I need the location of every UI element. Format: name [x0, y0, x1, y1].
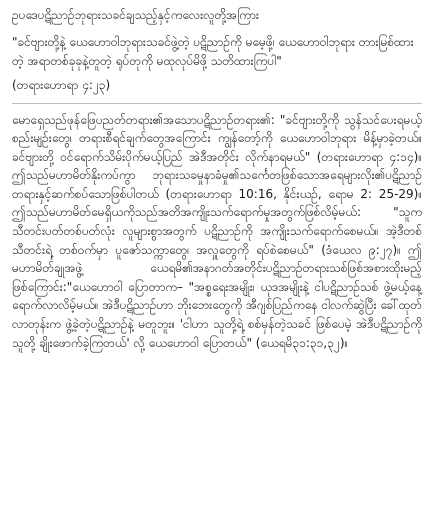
scripture-quote: "ခင်ဗျားတို့နဲ့ ယေဟောဝါဘုရားသခင်ဖွဲ့တဲ့ ပဋိညာဉ်ကို မမေ့ဖို့၊ ယေဟောဝါဘုရား တားမြစ်ထားတဲ့ အရာတစ်ခုခုနဲ့တူတဲ့ ရုပ်တုကို မထုလုပ်မိဖို့ သတိထားကြပါ" — [12, 35, 414, 68]
section-divider — [12, 103, 422, 104]
scripture-reference: (တရားဟောရာ ၄:၂၃) — [12, 78, 111, 92]
body-paragraph: မောရှေသည်ဖုန်ဖြေပညတ်တရား၏အသောပဋိညာဉ်တရား၏: "ခင်ဗျားတို့ကို သွန်သင်ပေးရမယ့် စည်းမျဉ်းတွေ၊ တရားစီရင်ချက်တွေအကြောင်း ကျွန်တော့်ကို ယေဟောဝါဘုရား မိန့်မှာခဲ့တယ်။ ခင်ဗျားတို့ ဝင်ရောက်သိမ်းပိုက်မယ့်ပြည် အဲဒီအတိုင်း လိုက်နာရမယ်" (တရားဟောရာ ၄:၁၄)။ ဤသည်မဟာမိတ်နိုးကပ်ကွာ ဘုရားသခမှုနာခံမှု၏သင်္ကေတဖြစ်သောအရေများလိုး၏ပဋိညာဉ်တရားနှင့်ဆက်စပ်သောဖြစ်ပါတယ် (တရားဟောရာ 10:16, နိုင်းယဉ်, ရောမ 2: 25-29)။ ဤသည်မဟာမိတ်မေရှိယကိုသည်အတိအကျိုးသက်ရောက်မှုအတွက်ဖြစ်လိမ့်မယ်: "သူက သီတင်းပတ်တစ်ပတ်လုံး လူများစွာအတွက် ပဋိညာဉ်ကို အကျိုးသက်ရောက်စေမယ်။ အဲ့ဒီတစ်သီတင်းရဲ့ တစ်ဝက်မှာ ပူဇော်သက္ကာတွေ၊ အလှူတွေကို ရပ်စဲစေမယ်" (ဒံယေလ ၉:၂၇)။ ဤ မဟာမိတ်ချုအဖွဲ့ ယေရမိ၏အနာဂတ်အတိုင်းပဋိညာဉ်တရားသစ်ဖြစ်အစားထိုးမည့်ဖြစ်ကြောင်း:"ယေဟောဝါ ပြောတာက– "အစ္စရေးအမျိုး၊ ယုဒအမျိုးနဲ့ ငါပဋိညာဉ်သစ် ဖွဲ့မယ့်နေ့ ရောက်လာလိမ့်မယ်။ အဲဒီပဋိညာဉ်ဟာ ဘိုးဘေးတွေကို အီဂျစ်ပြည်ကနေ ငါလက်ဆွဲပြီး ခေါ်ထုတ်လာတုန်းက ဖွဲ့ခဲ့တဲ့ပဋိညာဉ်နဲ့ မတူဘူး။ 'ငါဟာ သူတို့ရဲ့ စစ်မှန်တဲ့သခင် ဖြစ်ပေမဲ့ အဲဒီပဋိညာဉ်ကို သူတို့ ချိုးဖောက်ခဲ့ကြတယ်' လို့ ယေဟောဝါ ပြောတယ်" (ယေရမိ၃၁:၃၁,၃၂)။ — [12, 112, 422, 350]
section-heading: ဥပဒေပဋိညာဉ်ဘုရားသခင်ချသည့်နှင့်ကလေးလူတို့အကြား — [12, 8, 259, 22]
